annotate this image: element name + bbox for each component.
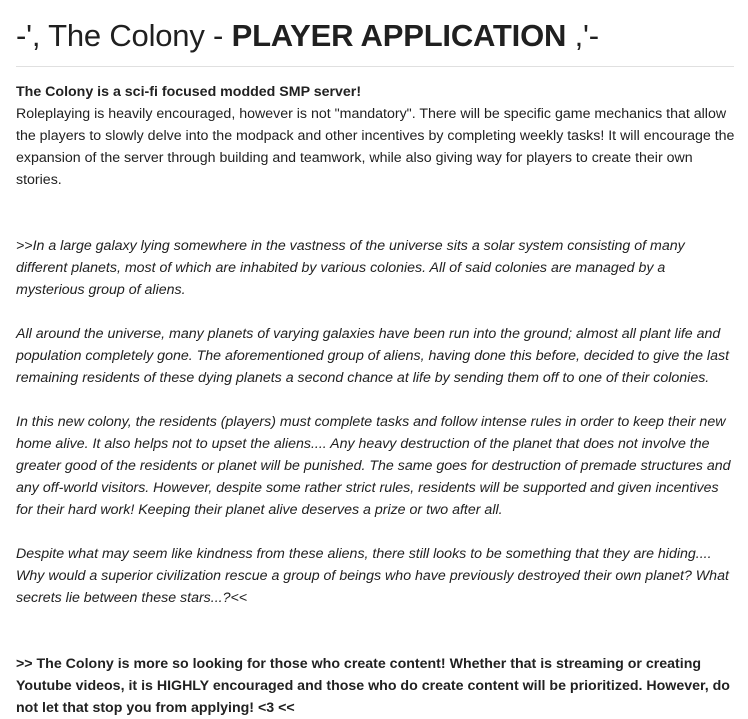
lore-paragraph-4: Despite what may seem like kindness from these aliens, there still looks to be something that they are hiding.... Why would a superior civilization rescue a group of beings who have previously destroyed their own planet? What secrets lie between these stars...?<< <box>16 546 729 606</box>
spacer <box>16 521 736 543</box>
title-divider <box>16 66 734 67</box>
spacer <box>16 301 736 323</box>
form-description <box>16 81 736 719</box>
intro-text: Roleplaying is heavily encouraged, however is not "mandatory". There will be specific game mechanics that allow the players to slowly delve into the modpack and other incentives by completing weekly tasks! It will encourage the expansion of the server through building and teamwork, while also giving way for players to create their own stories. <box>16 106 735 188</box>
title-bold: PLAYER APPLICATION <box>231 18 567 53</box>
form-title <box>16 0 736 56</box>
spacer <box>16 389 736 411</box>
note-text: The Colony is more so looking for those who create content! Whether that is streaming or creating Youtube videos, it is HIGHLY encouraged and those who do create content will be prioritized. However, do not let that stop you from applying! <3 << <box>16 656 730 716</box>
lore-paragraph-3: In this new colony, the residents (players) must complete tasks and follow intense rules in order to keep their new home alive. It also helps not to upset the aliens.... Any heavy destruction of the planet that does not involve the greater good of the residents or planet will be punished. The same goes for destruction of premade structures and any off-world visitors. However, despite some rather strict rules, residents will be supported and given incentives for their hard work! Keeping their planet alive deserves a prize or two after all. <box>16 414 731 518</box>
intro-headline: The Colony is a sci-fi focused modded SMP server! <box>16 84 362 100</box>
title-prefix: -', The Colony - <box>16 18 232 53</box>
title-suffix: ,'- <box>566 18 599 53</box>
spacer <box>16 191 736 235</box>
lore-paragraph-1: >>In a large galaxy lying somewhere in the vastness of the universe sits a solar system consisting of many different planets, most of which are inhabited by various colonies. All of said colonies are managed by a mysterious group of aliens. <box>16 238 685 298</box>
lore-paragraph-2: All around the universe, many planets of varying galaxies have been run into the ground; almost all plant life and population completely gone. The aforementioned group of aliens, having done this before, decided to give the last remaining residents of these dying planets a second chance at life by sending them off to one of their colonies. <box>16 326 730 386</box>
spacer <box>16 609 736 653</box>
note-prefix: >> <box>16 656 37 672</box>
content-creator-note <box>16 653 736 719</box>
